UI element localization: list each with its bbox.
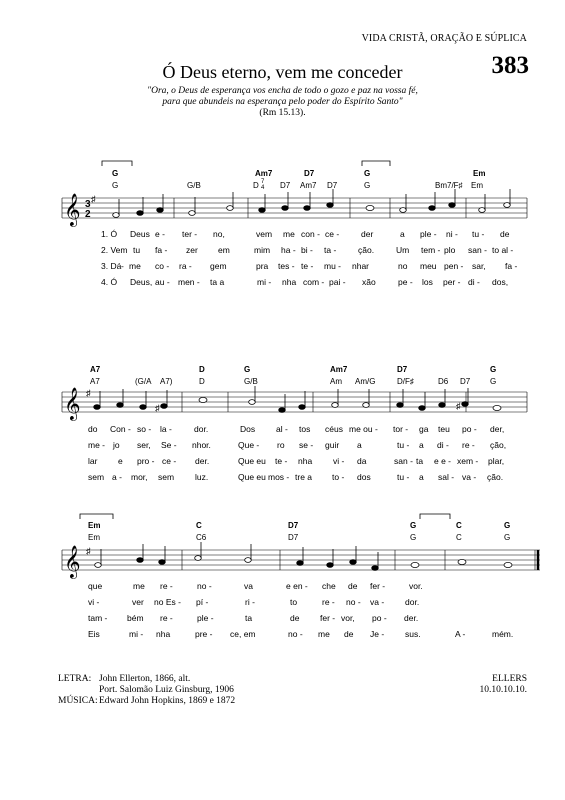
hymn-title: Ó Deus eterno, vem me conceder <box>162 62 403 82</box>
lyric-syllable: tam - <box>88 613 108 623</box>
lyric-syllable: e en - <box>286 581 308 591</box>
lyric-syllable: da <box>357 456 367 466</box>
chord: D7 <box>460 377 471 386</box>
lyric-syllable: ni - <box>446 229 458 239</box>
lyric-syllable: ce - <box>162 456 177 466</box>
hymn-number: 383 <box>491 52 529 79</box>
credits-musica-label: MÚSICA: <box>58 696 98 706</box>
lyric-syllable: e <box>118 456 123 466</box>
chord: D7 <box>327 181 338 190</box>
lyric-syllable: nha <box>298 456 313 466</box>
treble-clef-icon: 𝄞 <box>64 194 81 225</box>
lyric-syllable: der. <box>404 613 419 623</box>
chord: Em <box>88 521 101 530</box>
sharp-icon: ♯ <box>86 388 91 398</box>
section-heading: VIDA CRISTÃ, ORAÇÃO E SÚPLICA <box>361 33 527 44</box>
lyric-syllable: nha <box>156 629 171 639</box>
lyric-syllable: ção. <box>358 245 375 255</box>
chord: A7 <box>90 377 100 386</box>
lyric-syllable: di - <box>437 440 449 450</box>
chord: G <box>410 533 417 542</box>
lyric-syllable: Con - <box>110 424 131 434</box>
chord: (G/A <box>135 377 152 386</box>
lyric-syllable: me <box>133 581 145 591</box>
system-2-lyrics <box>88 424 506 482</box>
lyric-syllable: fa - <box>155 245 168 255</box>
lyric-syllable: ce - <box>325 229 340 239</box>
lyric-syllable: ha - <box>281 245 296 255</box>
lyric-syllable: pai - <box>329 277 346 287</box>
svg-text:♯: ♯ <box>155 403 160 413</box>
system-1-lyrics <box>101 229 517 287</box>
chord: G/B <box>187 181 201 190</box>
credits-letra-label: LETRA: <box>58 674 92 684</box>
lyric-syllable: der. <box>195 456 210 466</box>
lyric-syllable: a <box>419 472 424 482</box>
lyric-syllable: fa - <box>505 261 518 271</box>
chord: G <box>504 533 511 542</box>
epigraph-line-1: "Ora, o Deus de esperança vos encha de todo o gozo e paz na vossa fé, <box>147 86 418 96</box>
lyric-syllable: vi - <box>333 456 345 466</box>
lyric-syllable: der <box>361 229 374 239</box>
chord: D7 <box>288 521 299 530</box>
lyric-syllable: bém <box>127 613 144 623</box>
lyric-syllable: Deus <box>130 229 150 239</box>
lyric-syllable: to - <box>332 472 345 482</box>
lyric-syllable: la - <box>160 424 172 434</box>
chord: Em <box>471 181 483 190</box>
lyric-syllable: no - <box>288 629 303 639</box>
guitar-chords <box>88 521 510 530</box>
staff <box>62 550 540 570</box>
chord: G <box>112 181 119 190</box>
credits-musica: Edward John Hopkins, 1869 e 1872 <box>99 696 236 706</box>
lyric-syllable: re - <box>160 613 173 623</box>
lyric-syllable: no - <box>197 581 212 591</box>
chord: D7 <box>304 169 315 178</box>
lyric-syllable: que <box>88 581 103 591</box>
lyric-syllable: sem <box>88 472 105 482</box>
keyboard-chords <box>112 179 483 191</box>
lyric-syllable: de <box>290 613 300 623</box>
chord: C6 <box>196 533 207 542</box>
lyric-syllable: luz. <box>195 472 209 482</box>
lyric-syllable: mi - <box>129 629 144 639</box>
lyric-syllable: san - <box>394 456 413 466</box>
tune-meter: 10.10.10.10. <box>479 685 527 695</box>
chord: D7 <box>288 533 299 542</box>
lyric-syllable: se - <box>299 440 314 450</box>
lyric-syllable: 3. Dá <box>101 261 122 271</box>
lyric-syllable: fer - <box>370 581 386 591</box>
lyric-syllable: tu - <box>397 472 410 482</box>
lyric-syllable: pre - <box>195 629 213 639</box>
lyric-syllable: ção. <box>487 472 504 482</box>
lyric-syllable: va - <box>370 597 385 607</box>
lyric-syllable: sus. <box>405 629 421 639</box>
chord: Em <box>473 169 486 178</box>
lyric-syllable: de <box>500 229 510 239</box>
lyric-syllable: mu - <box>324 261 341 271</box>
lyric-syllable: men - <box>178 277 200 287</box>
lyric-syllable: san - <box>468 245 487 255</box>
chord: Am7 <box>255 169 273 178</box>
lyric-syllable: com - <box>303 277 325 287</box>
lyric-syllable: tes - <box>278 261 295 271</box>
lyric-syllable: no - <box>346 597 361 607</box>
lyric-syllable: meu <box>420 261 437 271</box>
chord: G <box>244 365 251 374</box>
time-signature-top: 3 <box>85 199 91 210</box>
lyric-syllable: tre a <box>295 472 313 482</box>
lyric-syllable: me - <box>88 440 105 450</box>
lyric-syllable: e e - <box>434 456 452 466</box>
lyric-syllable: dor. <box>194 424 209 434</box>
lyric-syllable: mos - <box>268 472 290 482</box>
lyric-syllable: no, <box>213 229 225 239</box>
lyric-syllable: re - <box>160 581 173 591</box>
lyric-syllable: ta <box>245 613 253 623</box>
lyric-syllable: Eis <box>88 629 100 639</box>
chord: D <box>199 365 205 374</box>
lyric-syllable: Dos <box>240 424 256 434</box>
lyric-syllable: re - <box>322 597 335 607</box>
lyric-syllable: to <box>290 597 298 607</box>
lyric-syllable: pe - <box>398 277 413 287</box>
lyric-syllable: ta a <box>210 277 225 287</box>
chord: Am/G <box>355 377 376 386</box>
lyric-syllable: me <box>318 629 330 639</box>
chord: G <box>410 521 417 530</box>
lyric-syllable: sar, <box>472 261 486 271</box>
chord: A7) <box>160 377 173 386</box>
lyric-syllable: te - <box>301 261 314 271</box>
guitar-chords <box>112 169 485 178</box>
lyric-syllable: Que eu <box>238 456 266 466</box>
lyric-syllable: mi - <box>257 277 272 287</box>
chord: G <box>504 521 511 530</box>
lyric-syllable: bi - <box>301 245 313 255</box>
system-1 <box>62 161 527 227</box>
epigraph-line-2: para que abundeis na esperança pelo poder do Espírito Santo" <box>162 97 403 107</box>
lyric-syllable: mor, <box>131 472 148 482</box>
credits-letra-2: Port. Salomão Luiz Ginsburg, 1906 <box>99 685 234 695</box>
lyric-syllable: po - <box>462 424 477 434</box>
lyric-syllable: gem <box>210 261 227 271</box>
staff <box>62 198 527 218</box>
lyric-syllable: me <box>283 229 295 239</box>
lyric-syllable: tu - <box>472 229 485 239</box>
lyric-syllable: 1. Ó <box>101 229 118 239</box>
lyric-syllable: va - <box>462 472 477 482</box>
lyric-syllable: tem - <box>421 245 441 255</box>
credits-letra-1: John Ellerton, 1866, alt. <box>99 674 191 684</box>
chord: G <box>490 377 497 386</box>
treble-clef-icon: 𝄞 <box>64 388 81 419</box>
lyric-syllable: ção, <box>490 440 507 450</box>
chord: Am <box>330 377 342 386</box>
lyric-syllable: au - <box>155 277 170 287</box>
lyric-syllable: tor - <box>393 424 409 434</box>
lyric-syllable: no Es - <box>154 597 181 607</box>
chord-sup: 7 <box>261 179 265 185</box>
lyric-syllable: nhor. <box>192 440 211 450</box>
lyric-syllable: dos <box>357 472 371 482</box>
chord: Am7 <box>300 181 317 190</box>
lyric-syllable: ra - <box>179 261 192 271</box>
chord: G <box>112 169 119 178</box>
lyric-syllable: tu <box>133 245 141 255</box>
lyric-syllable: mim <box>254 245 271 255</box>
lyric-syllable: de <box>344 629 354 639</box>
guitar-chords <box>90 365 496 374</box>
lyric-syllable: 2. Vem <box>101 245 128 255</box>
lyric-syllable: xão <box>362 277 376 287</box>
lyric-syllable: céus <box>325 424 343 434</box>
treble-clef-icon: 𝄞 <box>64 546 81 577</box>
lyric-syllable: vem <box>256 229 273 239</box>
lyric-syllable: e - <box>155 229 165 239</box>
lyric-syllable: ver <box>132 597 144 607</box>
lyric-syllable: so - <box>137 424 152 434</box>
lyric-syllable: no <box>398 261 408 271</box>
lyric-syllable: va <box>244 581 253 591</box>
lyric-syllable: sem <box>158 472 175 482</box>
lyric-syllable: to al - <box>492 245 514 255</box>
lyric-syllable: Deus, <box>130 277 153 287</box>
chord: G <box>364 169 371 178</box>
chord: Am7 <box>330 365 348 374</box>
sharp-icon: ♯ <box>91 194 96 204</box>
lyric-syllable: ple - <box>420 229 437 239</box>
lyric-syllable: po - <box>372 613 387 623</box>
chord: D6 <box>438 377 449 386</box>
chord: G <box>490 365 497 374</box>
chord: A7 <box>90 365 101 374</box>
lyric-syllable: ta <box>416 456 424 466</box>
lyric-syllable: zer <box>186 245 198 255</box>
tune-name: ELLERS <box>492 674 527 684</box>
lyric-syllable: a <box>357 440 362 450</box>
epigraph-reference: (Rm 15.13). <box>259 108 306 118</box>
notes <box>94 386 501 413</box>
lyric-syllable: pro - <box>137 456 155 466</box>
lyric-syllable: jo <box>113 440 120 450</box>
lyric-syllable: der, <box>490 424 505 434</box>
lyric-syllable: xem - <box>457 456 479 466</box>
lyric-syllable: che <box>322 581 336 591</box>
chord: C <box>196 521 202 530</box>
lyric-syllable: do <box>88 424 98 434</box>
lyric-syllable: te - <box>275 456 288 466</box>
lyric-syllable: dos, <box>492 277 509 287</box>
lyric-syllable: me <box>129 261 141 271</box>
lyric-syllable: tos <box>299 424 311 434</box>
lyric-syllable: ser, <box>137 440 151 450</box>
lyric-syllable: ple - <box>197 613 214 623</box>
chord: C <box>456 533 462 542</box>
lyric-syllable: vi - <box>88 597 100 607</box>
system-3-lyrics <box>88 581 513 639</box>
chord: C <box>456 521 462 530</box>
lyric-syllable: co - <box>155 261 170 271</box>
lyric-syllable: lar <box>88 456 98 466</box>
notes <box>95 542 512 570</box>
chord: G/B <box>244 377 258 386</box>
lyric-syllable: ri - <box>245 597 255 607</box>
lyric-syllable: guir <box>325 440 340 450</box>
lyric-syllable: - <box>121 261 124 271</box>
lyric-syllable: de <box>348 581 358 591</box>
lyric-syllable: Que eu <box>238 472 266 482</box>
chord: D7 <box>397 365 408 374</box>
keyboard-chords <box>88 533 510 542</box>
lyric-syllable: a <box>419 440 424 450</box>
lyric-syllable: 4. Ó <box>101 277 118 287</box>
lyric-syllable: ta - <box>324 245 337 255</box>
lyric-syllable: plar, <box>488 456 505 466</box>
chord: Em <box>88 533 100 542</box>
lyric-syllable: dor. <box>405 597 420 607</box>
lyric-syllable: re - <box>462 440 475 450</box>
time-signature-bottom: 2 <box>85 209 91 220</box>
lyric-syllable: me ou - <box>349 424 378 434</box>
lyric-syllable: ro <box>277 440 285 450</box>
lyric-syllable: fer - <box>320 613 336 623</box>
lyric-syllable: pra <box>256 261 269 271</box>
system-3 <box>62 514 540 579</box>
svg-text:♯: ♯ <box>456 401 461 411</box>
lyric-syllable: di - <box>468 277 480 287</box>
lyric-syllable: sal - <box>438 472 455 482</box>
chord: G <box>364 181 371 190</box>
lyric-syllable: tu - <box>397 440 410 450</box>
lyric-syllable: vor, <box>341 613 355 623</box>
chord: D <box>253 181 259 190</box>
lyric-syllable: per - <box>443 277 461 287</box>
chord: D7 <box>280 181 291 190</box>
system-2 <box>62 365 527 421</box>
lyric-syllable: Je - <box>370 629 385 639</box>
lyric-syllable: a <box>400 229 405 239</box>
chord: Bm7/F♯ <box>435 181 463 190</box>
lyric-syllable: plo <box>444 245 456 255</box>
lyric-syllable: Que - <box>238 440 260 450</box>
lyric-syllable: ter - <box>182 229 198 239</box>
lyric-syllable: pí - <box>196 597 209 607</box>
lyric-syllable: mém. <box>492 629 514 639</box>
lyric-syllable: Se - <box>161 440 177 450</box>
lyric-syllable: al - <box>276 424 288 434</box>
keyboard-chords <box>90 377 496 386</box>
chord: D <box>199 377 205 386</box>
lyric-syllable: pen - <box>444 261 464 271</box>
lyric-syllable: teu <box>438 424 450 434</box>
chord-sub: 4 <box>261 185 265 191</box>
sharp-icon: ♯ <box>86 546 91 556</box>
lyric-syllable: Um <box>396 245 410 255</box>
lyric-syllable: nhar <box>352 261 370 271</box>
lyric-syllable: em <box>218 245 230 255</box>
lyric-syllable: ce, em <box>230 629 256 639</box>
chord: D/F♯ <box>397 377 414 386</box>
lyric-syllable: a - <box>112 472 122 482</box>
lyric-syllable: ga <box>419 424 429 434</box>
lyrics <box>88 229 517 639</box>
lyric-syllable: vor. <box>409 581 423 591</box>
lyric-syllable: nha <box>282 277 297 287</box>
lyric-syllable: con - <box>301 229 320 239</box>
lyric-syllable: A - <box>455 629 466 639</box>
lyric-syllable: los <box>422 277 433 287</box>
